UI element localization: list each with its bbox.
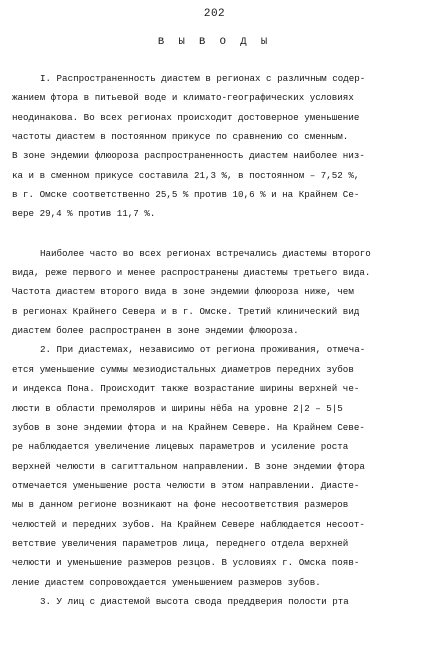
text-line: челюсти и уменьшение размеров резцов. В условиях г. Омска появ- bbox=[12, 557, 360, 569]
text-line: и индекса Пона. Происходит также возрастание ширины верхней че- bbox=[12, 383, 360, 395]
text-line: 3. У лиц с диастемой высота свода преддверия полости рта bbox=[40, 595, 349, 607]
document-body bbox=[12, 69, 420, 611]
text-line: отмечается уменьшение роста челюсти в этом направлении. Диасте- bbox=[12, 479, 360, 491]
text-line: вида, реже первого и менее распространены диастемы третьего вида. bbox=[12, 267, 371, 279]
paragraph-3 bbox=[12, 340, 420, 591]
text-line: ется уменьшение суммы мезиодистальных диаметров передних зубов bbox=[12, 363, 354, 375]
paragraph-4 bbox=[12, 592, 420, 611]
text-line: 2. При диастемах, независимо от региона проживания, отмеча- bbox=[40, 344, 366, 356]
text-line: частоты диастем в постоянном прикусе по сравнению со сменным. bbox=[12, 131, 349, 143]
text-line: вере 29,4 % против 11,7 %. bbox=[12, 208, 156, 220]
paragraph-1 bbox=[12, 69, 420, 224]
paragraph-2 bbox=[12, 244, 420, 341]
text-line: зубов в зоне эндемии фтора и на Крайнем Севере. На Крайнем Севе- bbox=[12, 421, 365, 433]
text-line: ре наблюдается увеличение лицевых параметров и усиление роста bbox=[12, 441, 349, 453]
section-title: В Ы В О Д Ы bbox=[157, 36, 272, 48]
text-line: диастем более распространен в зоне эндемии флюороза. bbox=[12, 325, 299, 337]
paragraph-gap bbox=[12, 224, 420, 244]
text-line: Наиболее часто во всех регионах встречались диастемы второго bbox=[40, 247, 371, 259]
text-line: ветствие увеличения параметров лица, переднего отдела верхней bbox=[12, 537, 349, 549]
page-number: 202 bbox=[203, 8, 226, 20]
text-line: верхней челюсти в сагиттальном направлении. В зоне эндемии фтора bbox=[12, 460, 365, 472]
text-line: В зоне эндемии флюороза распространенность диастем наиболее низ- bbox=[12, 150, 365, 162]
text-line: I. Распространенность диастем в регионах с различным содер- bbox=[40, 73, 366, 84]
text-line: ление диастем сопровождается уменьшением размеров зубов. bbox=[12, 576, 321, 588]
text-line: жанием фтора в питьевой воде и климато-географических условиях bbox=[12, 92, 354, 104]
text-line: мы в данном регионе возникают на фоне несоответствия размеров bbox=[12, 499, 349, 511]
text-line: в регионах Крайнего Севера и в г. Омске. Третий клинический вид bbox=[12, 305, 360, 317]
text-line: неодинакова. Во всех регионах происходит достоверное уменьшение bbox=[12, 111, 360, 123]
text-line: Частота диастем второго вида в зоне эндемии флюороза ниже, чем bbox=[12, 286, 354, 298]
text-line: ка и в сменном прикусе составила 21,3 %, в постоянном – 7,52 %, bbox=[12, 169, 360, 181]
text-line: челюстей и передних зубов. На Крайнем Севере наблюдается несоот- bbox=[12, 518, 365, 530]
text-line: люсти в области премоляров и ширины нёба на уровне 2|2 – 5|5 bbox=[12, 402, 343, 414]
text-line: в г. Омске соответственно 25,5 % против 10,6 % и на Крайнем Се- bbox=[12, 189, 360, 201]
